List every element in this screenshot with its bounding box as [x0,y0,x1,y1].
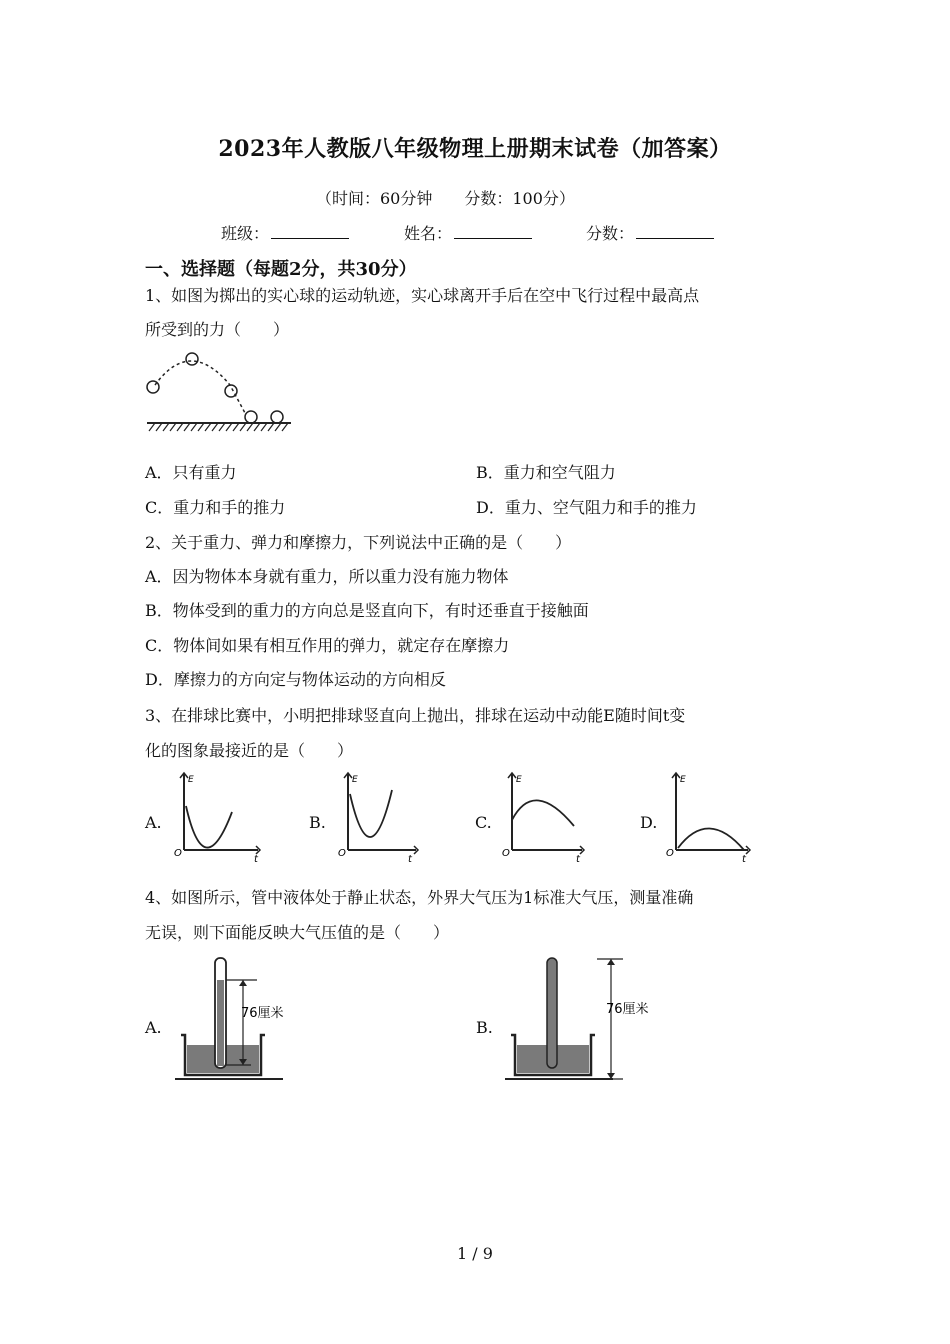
shot-put-trajectory-figure [145,345,295,435]
barometer-figure-a[interactable] [175,955,305,1085]
question-2-option-a[interactable]: A．因为物体本身就有重力，所以重力没有施力物体 [145,567,509,586]
energy-time-graph-c[interactable] [500,770,592,865]
question-2-option-b[interactable]: B．物体受到的重力的方向总是竖直向下，有时还垂直于接触面 [145,601,589,620]
name-blank[interactable] [454,224,532,239]
question-1-option-b[interactable]: B．重力和空气阻力 [476,463,616,482]
question-1-option-c[interactable]: C．重力和手的推力 [145,498,286,517]
energy-time-graph-b[interactable] [336,770,428,865]
graph-a-t-label: t [254,854,258,865]
graph-c-o-label: O [502,848,510,859]
score-blank[interactable] [636,224,714,239]
name-label: 姓名： [404,224,453,243]
question-2-option-d[interactable]: D．摩擦力的方向定与物体运动的方向相反 [145,670,446,689]
name-field [404,221,532,244]
question-3-option-b[interactable]: B. [309,813,326,832]
question-2-line-1: 2、关于重力、弹力和摩擦力，下列说法中正确的是（ ） [145,533,572,552]
question-1-line-1: 1、如图为掷出的实心球的运动轨迹，实心球离开手后在空中飞行过程中最高点 [145,286,700,305]
graph-a-e-label: E [188,775,194,785]
graph-b-t-label: t [408,854,412,865]
question-1-line-2: 所受到的力（ ） [145,320,290,339]
question-3-line-2: 化的图象最接近的是（ ） [145,741,354,760]
question-3-option-c[interactable]: C. [475,813,492,832]
class-field [221,221,349,244]
graph-c-t-label: t [576,854,580,865]
score-label: 分数： [586,224,635,243]
question-1-option-a[interactable]: A．只有重力 [145,463,237,482]
page-number: 1 / 9 [457,1244,493,1263]
question-4-line-2: 无误，则下面能反映大气压值的是（ ） [145,923,450,942]
graph-b-o-label: O [338,848,346,859]
graph-b-e-label: E [352,775,358,785]
question-4-option-a[interactable]: A. [145,1018,162,1037]
question-3-line-1: 3、在排球比赛中，小明把排球竖直向上抛出，排球在运动中动能E随时间t变 [145,706,686,725]
question-2-option-c[interactable]: C．物体间如果有相互作用的弹力，就定存在摩擦力 [145,636,510,655]
question-4-line-1: 4、如图所示，管中液体处于静止状态，外界大气压为1标准大气压，测量准确 [145,888,694,907]
graph-d-e-label: E [680,775,686,785]
page-title: 2023年人教版八年级物理上册期末试卷（加答案） [218,136,732,162]
energy-time-graph-a[interactable] [172,770,264,865]
figure-a-height-label: 76厘米 [241,1006,284,1021]
class-label: 班级： [221,224,270,243]
question-3-option-d[interactable]: D. [640,813,658,832]
class-blank[interactable] [271,224,349,239]
score-field [586,221,714,244]
question-1-option-d[interactable]: D．重力、空气阻力和手的推力 [476,498,697,517]
graph-d-t-label: t [742,854,746,865]
figure-b-height-label: 76厘米 [606,1002,649,1017]
exam-time-score: （时间：60分钟 分数：100分） [316,189,575,208]
section-heading: 一、选择题（每题2分，共30分） [145,259,417,280]
question-4-option-b[interactable]: B. [476,1018,493,1037]
barometer-figure-b[interactable] [505,955,665,1085]
graph-c-e-label: E [516,775,522,785]
question-3-option-a[interactable]: A. [145,813,162,832]
graph-a-o-label: O [174,848,182,859]
energy-time-graph-d[interactable] [664,770,756,865]
graph-d-o-label: O [666,848,674,859]
